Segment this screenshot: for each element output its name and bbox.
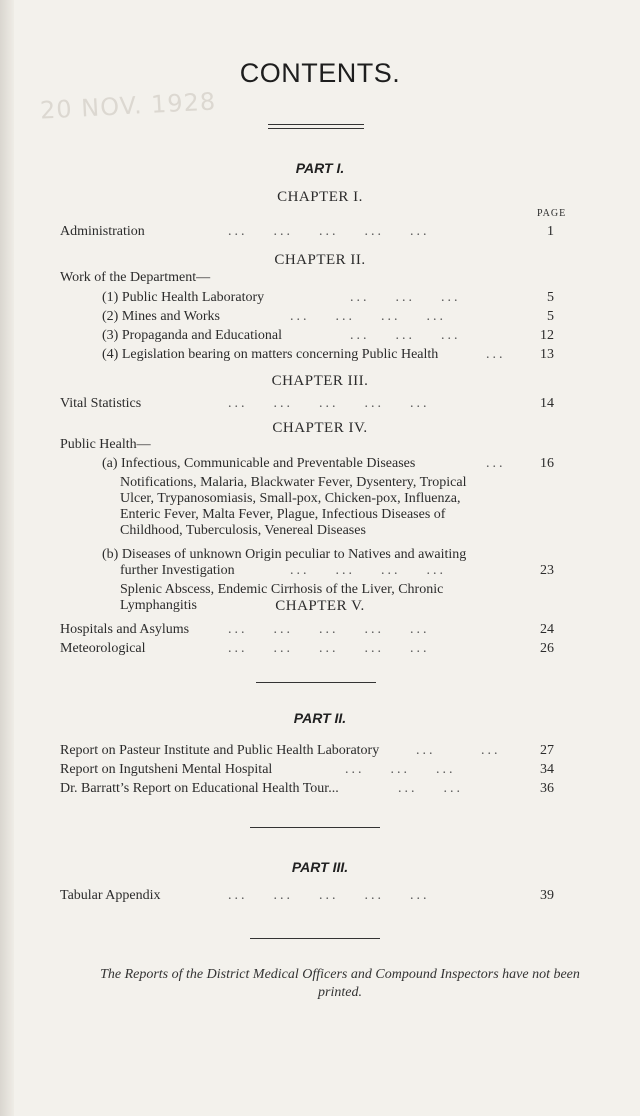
leader-dots: ... ... ... ... ... [228, 888, 430, 903]
entry-detail: Splenic Abscess, Endemic Cirrhosis of the Liver, Chronic [120, 582, 444, 597]
page-number: 5 [547, 290, 554, 305]
part-3-heading: PART III. [291, 859, 349, 875]
page-number: 26 [540, 641, 554, 656]
leader-dots: ... ... ... [350, 328, 461, 343]
page-number: 1 [547, 224, 554, 239]
entry-work-department: Work of the Department— [60, 270, 211, 285]
leader-dots: ... ... ... ... [290, 563, 446, 578]
leader-dots: ... ... ... ... ... [228, 396, 430, 411]
divider [250, 827, 380, 828]
entry-item: Tabular Appendix [60, 888, 161, 903]
page-column-label: PAGE [537, 208, 567, 219]
footnote-line-1: The Reports of the District Medical Officers and Compound Inspectors have not been [100, 967, 580, 982]
entry-detail: Lymphangitis [120, 598, 197, 613]
part-2-heading: PART II. [293, 710, 347, 726]
page-number: 34 [540, 762, 554, 777]
entry-detail: Notifications, Malaria, Blackwater Fever, Dysentery, Tropical [120, 475, 467, 490]
entry-item: Dr. Barratt’s Report on Educational Health Tour... [60, 781, 339, 796]
leader-dots: ... ... ... ... ... [228, 641, 430, 656]
entry-item: Hospitals and Asylums [60, 622, 190, 637]
divider [268, 124, 364, 125]
leader-dots: ... ... ... ... ... [228, 622, 430, 637]
page-number: 13 [540, 347, 554, 362]
entry-item: Report on Ingutsheni Mental Hospital [60, 762, 273, 777]
page-number: 39 [540, 888, 554, 903]
footnote [60, 966, 620, 1002]
leader-dots: ... ... ... ... [290, 309, 446, 324]
page-title: CONTENTS. [239, 58, 401, 88]
divider [256, 682, 376, 683]
part-1-heading: PART I. [295, 160, 345, 176]
entry-vital-statistics: Vital Statistics [60, 396, 142, 411]
chapter-5-heading: CHAPTER V. [275, 598, 365, 614]
entry-item: Report on Pasteur Institute and Public Health Laboratory [60, 743, 380, 758]
entry-item: (1) Public Health Laboratory [102, 290, 265, 305]
page-number: 5 [547, 309, 554, 324]
leader-dots: ... ... ... [345, 762, 456, 777]
divider [268, 128, 364, 129]
entry-item: (2) Mines and Works [102, 309, 220, 324]
leader-dots: ... [486, 456, 506, 471]
entry-item: (3) Propaganda and Educational [102, 328, 282, 343]
entry-detail: Childhood, Tuberculosis, Venereal Diseases [120, 523, 366, 538]
entry-administration: Administration [60, 224, 145, 239]
entry-item: Meteorological [60, 641, 146, 656]
divider [250, 938, 380, 939]
entry-item: (a) Infectious, Communicable and Preventable Diseases [102, 456, 416, 471]
entry-item-continued: further Investigation [120, 563, 235, 578]
leader-dots: ... [486, 347, 506, 362]
footnote-line-2: printed. [318, 985, 362, 1000]
page-number: 16 [540, 456, 554, 471]
entry-detail: Ulcer, Trypanosomiasis, Small-pox, Chicken-pox, Influenza, [120, 491, 461, 506]
chapter-1-heading: CHAPTER I. [277, 189, 363, 205]
entry-public-health: Public Health— [60, 437, 151, 452]
page-number: 36 [540, 781, 554, 796]
leader-dots: ... ... [398, 781, 463, 796]
date-stamp: 20 NOV. 1928 [39, 87, 217, 125]
leader-dots: ... ... [416, 743, 501, 758]
chapter-2-heading: CHAPTER II. [274, 252, 366, 268]
chapter-4-heading: CHAPTER IV. [272, 420, 368, 436]
chapter-3-heading: CHAPTER III. [271, 373, 369, 389]
leader-dots: ... ... ... ... ... [228, 224, 430, 239]
page-number: 14 [540, 396, 554, 411]
page-number: 24 [540, 622, 554, 637]
entry-item: (4) Legislation bearing on matters concerning Public Health [102, 347, 439, 362]
page-number: 27 [540, 743, 554, 758]
entry-detail: Enteric Fever, Malta Fever, Plague, Infectious Diseases of [120, 507, 446, 522]
page-number: 23 [540, 563, 554, 578]
page-number: 12 [540, 328, 554, 343]
entry-item: (b) Diseases of unknown Origin peculiar to Natives and awaiting [102, 547, 467, 562]
leader-dots: ... ... ... [350, 290, 461, 305]
